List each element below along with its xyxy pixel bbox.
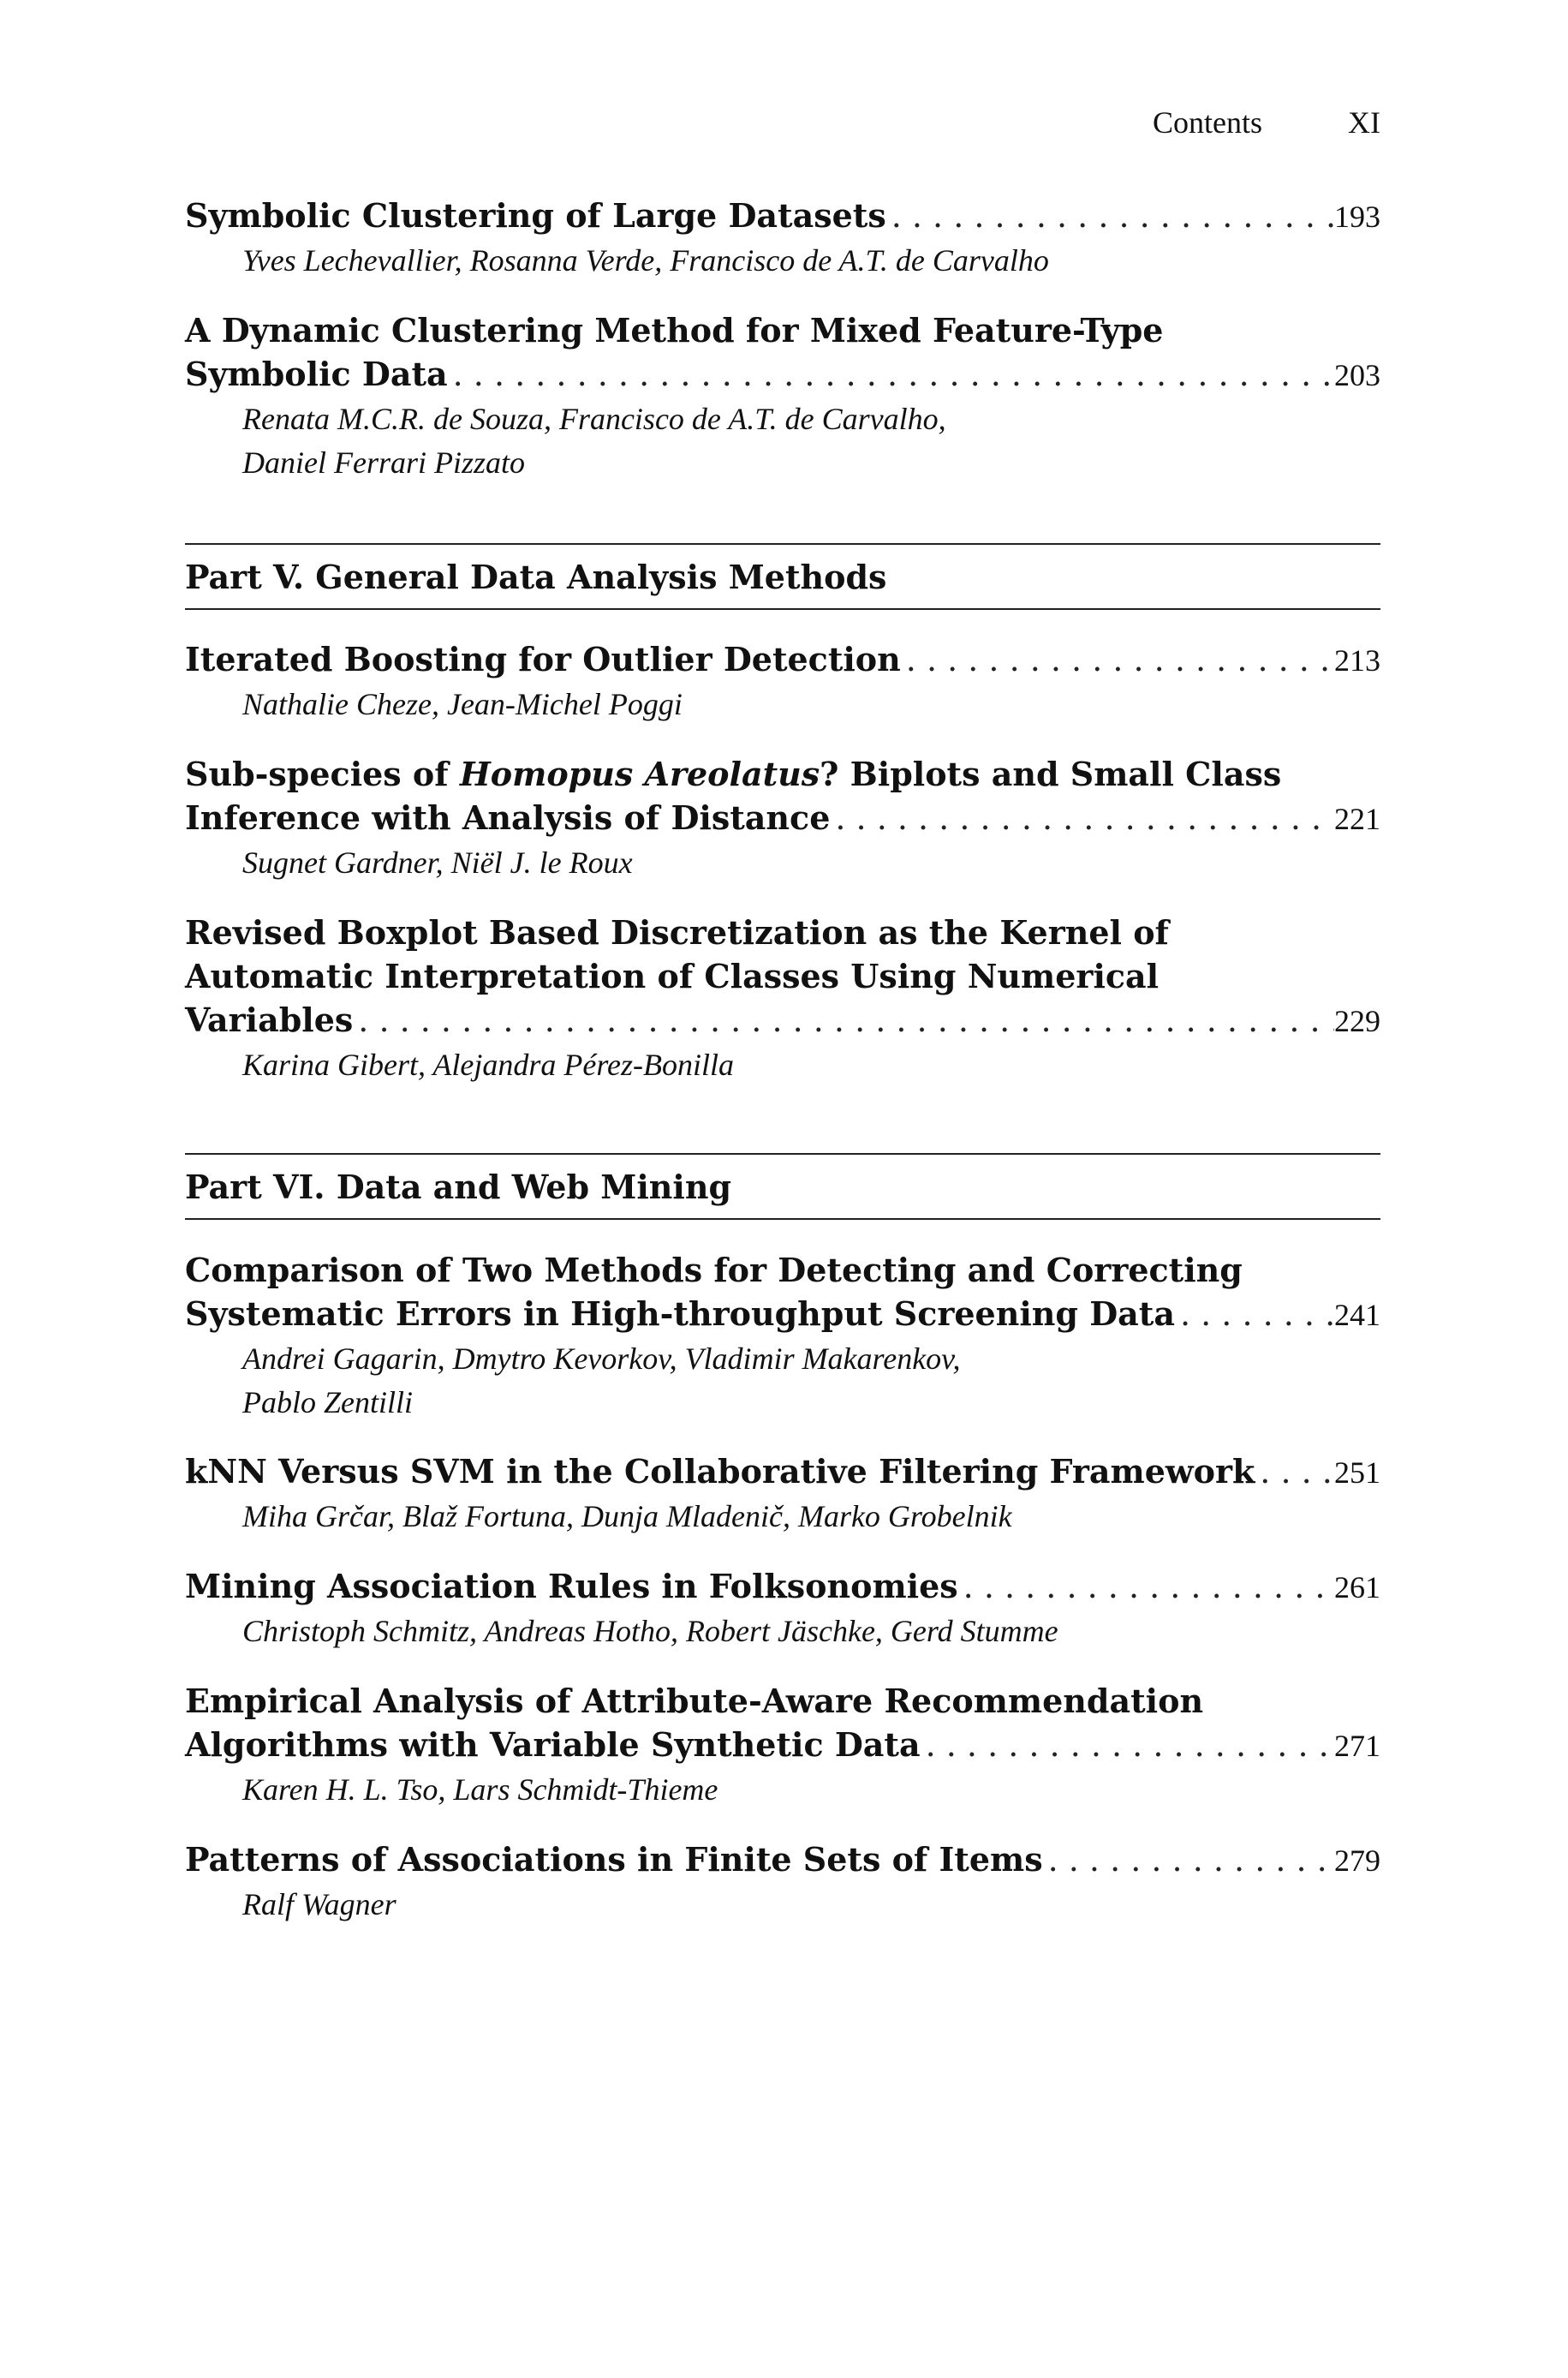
leader-dots	[1255, 1450, 1334, 1494]
toc-authors: Yves Lechevallier, Rosanna Verde, Francisco de A.T. de Carvalho	[242, 243, 1049, 278]
toc-title: Algorithms with Variable Synthetic Data	[185, 1725, 921, 1764]
toc-authors: Miha Grčar, Blaž Fortuna, Dunja Mladenič, Marko Grobelnik	[242, 1499, 1012, 1533]
toc-title: Revised Boxplot Based Discretization as the Kernel of	[185, 913, 1169, 952]
toc-entry[interactable]	[185, 1449, 1380, 1539]
leader-dots	[921, 1724, 1334, 1767]
toc-entry[interactable]	[185, 911, 1380, 1087]
leader-dots	[448, 353, 1334, 397]
toc-title-line	[185, 352, 1380, 397]
leader-dots	[901, 638, 1334, 682]
toc-entry[interactable]	[185, 1679, 1380, 1812]
toc-page-number: 279	[1334, 1843, 1380, 1878]
toc-title: Symbolic Clustering of Large Datasets	[185, 196, 886, 235]
leader-dots	[353, 999, 1334, 1043]
toc-entry[interactable]	[185, 1564, 1380, 1653]
toc-title-line	[185, 1723, 1380, 1768]
toc-title-line	[185, 1837, 1380, 1883]
toc-title: Empirical Analysis of Attribute-Aware Recommendation	[185, 1682, 1204, 1720]
toc-title: Mining Association Rules in Folksonomies	[185, 1567, 958, 1605]
toc-title: Comparison of Two Methods for Detecting and Correcting	[185, 1251, 1243, 1289]
species-name: Homopus Areolatus	[459, 755, 820, 793]
toc-authors: Karen H. L. Tso, Lars Schmidt-Thieme	[242, 1772, 718, 1807]
toc-title-line	[185, 194, 1380, 239]
toc-title: Symbolic Data	[185, 355, 448, 393]
leader-dots	[958, 1565, 1334, 1609]
toc-title: Patterns of Associations in Finite Sets of Items	[185, 1840, 1043, 1879]
toc-entry[interactable]	[185, 308, 1380, 485]
running-head-page: XI	[1348, 105, 1380, 140]
toc-title-line	[185, 1449, 1380, 1495]
running-head	[1153, 105, 1380, 140]
toc-title-line	[185, 796, 1380, 841]
running-head-section: Contents	[1152, 105, 1262, 140]
toc-authors: Andrei Gagarin, Dmytro Kevorkov, Vladimir Makarenkov,	[242, 1341, 961, 1376]
toc-title: Inference with Analysis of Distance	[185, 798, 831, 837]
toc-entry[interactable]	[185, 1837, 1380, 1927]
toc-title: Sub-species of Homopus Areolatus? Biplots and Small Class	[185, 755, 1282, 793]
toc-page-number: 251	[1334, 1455, 1380, 1490]
toc-authors: Sugnet Gardner, Niël J. le Roux	[242, 845, 633, 880]
toc-title: Variables	[185, 1001, 354, 1039]
toc-authors: Pablo Zentilli	[242, 1385, 414, 1419]
toc-page-number: 193	[1334, 200, 1380, 234]
leader-dots	[1175, 1293, 1334, 1336]
toc-title-line	[185, 998, 1380, 1043]
toc-page-number: 241	[1334, 1298, 1380, 1332]
toc-page-number: 221	[1334, 802, 1380, 836]
toc-authors: Daniel Ferrari Pizzato	[242, 445, 525, 480]
part-heading	[185, 543, 1380, 610]
toc-title-line	[185, 1564, 1380, 1610]
toc-page-number: 203	[1334, 358, 1380, 392]
leader-dots	[830, 797, 1334, 840]
part-heading	[185, 1153, 1380, 1220]
toc-title: Systematic Errors in High-throughput Screening Data	[185, 1294, 1175, 1333]
toc-authors: Ralf Wagner	[242, 1887, 396, 1921]
toc-entry[interactable]	[185, 752, 1380, 885]
toc-page-number: 271	[1334, 1729, 1380, 1763]
toc-title: Automatic Interpretation of Classes Using Numerical	[185, 957, 1160, 995]
part-title: Part VI. Data and Web Mining	[185, 1168, 732, 1206]
toc-entry[interactable]	[185, 194, 1380, 283]
toc-page-number: 213	[1334, 643, 1380, 678]
toc-title: A Dynamic Clustering Method for Mixed Feature-Type	[185, 311, 1164, 350]
toc-entry[interactable]	[185, 1248, 1380, 1425]
leader-dots	[886, 194, 1334, 238]
toc-page-number: 261	[1334, 1570, 1380, 1604]
toc-title-line	[185, 637, 1380, 683]
toc-title: Iterated Boosting for Outlier Detection	[185, 640, 901, 678]
part-title: Part V. General Data Analysis Methods	[185, 558, 887, 596]
toc-authors: Nathalie Cheze, Jean-Michel Poggi	[242, 687, 683, 721]
toc-title-line	[185, 1292, 1380, 1337]
toc-authors: Christoph Schmitz, Andreas Hotho, Robert Jäschke, Gerd Stumme	[242, 1614, 1058, 1648]
toc-page-number: 229	[1334, 1004, 1380, 1038]
toc-title: kNN Versus SVM in the Collaborative Filtering Framework	[185, 1452, 1255, 1491]
leader-dots	[1043, 1838, 1334, 1882]
toc-entry[interactable]	[185, 637, 1380, 726]
toc-authors: Renata M.C.R. de Souza, Francisco de A.T. de Carvalho,	[242, 402, 946, 436]
toc-authors: Karina Gibert, Alejandra Pérez-Bonilla	[242, 1048, 734, 1082]
